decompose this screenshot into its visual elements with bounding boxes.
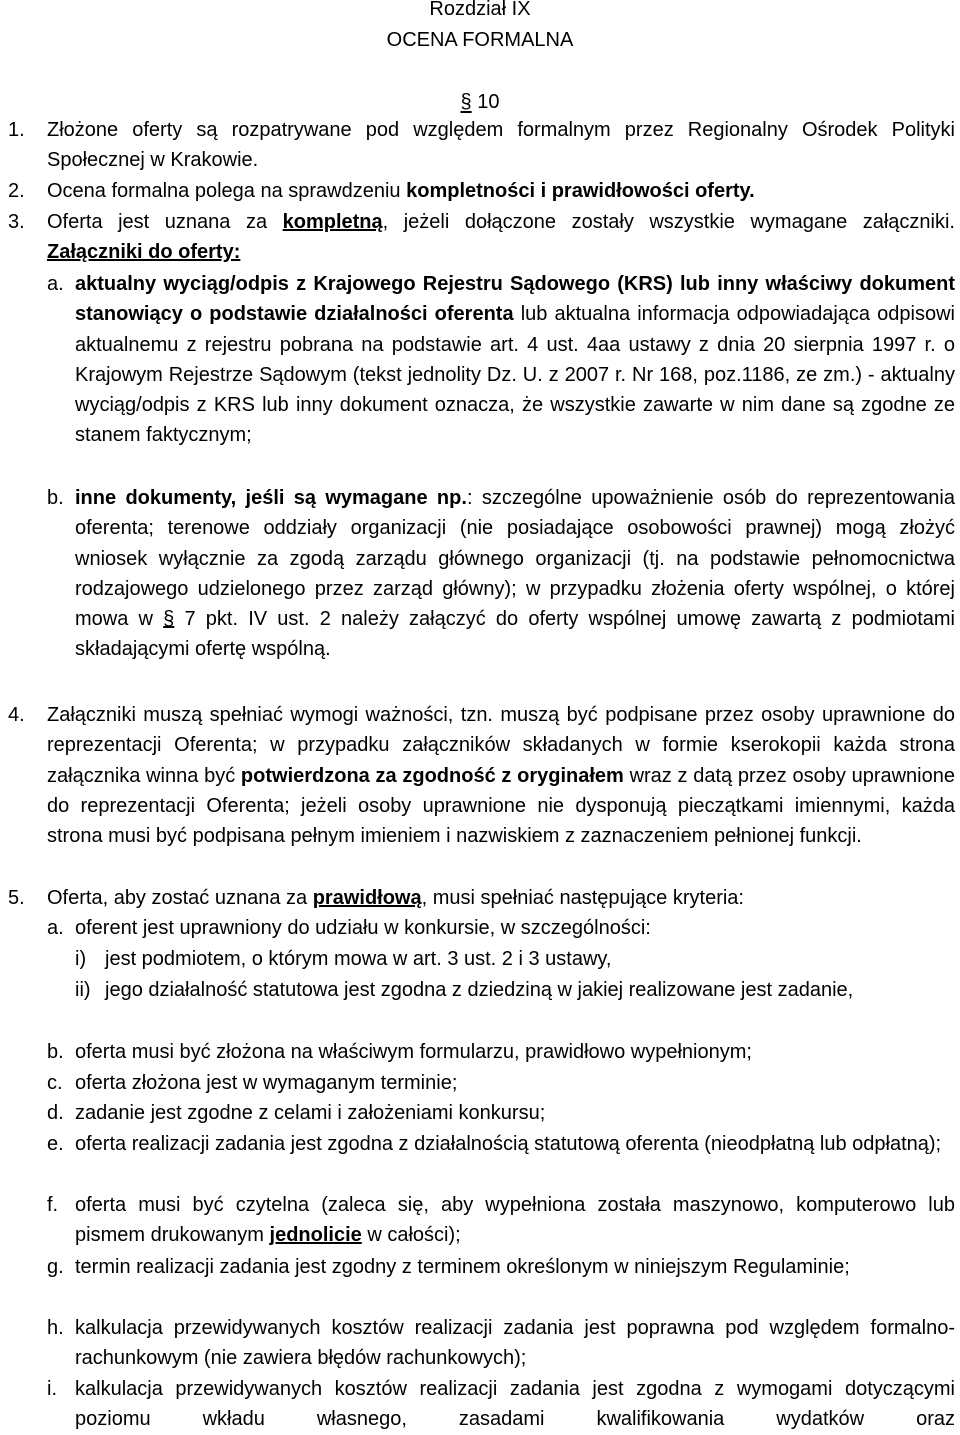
text-run: lub aktualna informacja odpowiadająca odpisowi aktualnemu z rejestru pobrana na podstawie art. 4 ust. 4aa ustawy z dnia 20 sierpnia 1997 r. o Krajowym Rejestrze Sądowym (tekst jednolity Dz. U. z 2007 r. Nr 168, poz.1186, ze zm.) - aktualny wyciąg/odpis z KRS lub inny dokument oznacza, że wszystkie zawarte w nim dane są zgodne ze stanem faktycznym; <box>75 303 955 447</box>
list-item-5a <box>0 913 960 943</box>
item-number: 5. <box>8 887 25 909</box>
chapter-label: Rozdział IX <box>429 0 531 20</box>
list-item-4 <box>0 700 960 851</box>
bold-run: kompletności i prawidłowości oferty. <box>406 180 755 202</box>
item-text: oferent jest uprawniony do udziału w konkursie, w szczególności: <box>75 917 651 939</box>
chapter-title <box>0 25 960 55</box>
item-letter: h. <box>47 1317 64 1339</box>
section-sign: § <box>460 91 472 113</box>
list-item-5a-ii <box>0 975 960 1005</box>
section-heading <box>0 87 960 117</box>
text-run: Ocena formalna polega na sprawdzeniu <box>47 180 407 202</box>
item-roman: ii) <box>75 979 91 1001</box>
item-text: kalkulacja przewidywanych kosztów realizacji zadania jest zgodna z wymogami dotyczącymi poziomu wkładu własnego, zasadami kwalifikowania wydatków oraz <box>75 1378 955 1431</box>
list-item-5 <box>0 883 960 913</box>
list-item-3a <box>0 269 960 451</box>
text-run: wraz z datą przez osoby uprawnione do reprezentacji Oferenta; jeżeli osoby uprawnione nie dysponują pieczątkami imiennymi, każda strona musi być podpisana pełnym imieniem i nazwiskiem z zaznaczeniem pełnionej funkcji. <box>47 764 955 848</box>
bold-run: aktualny wyciąg/odpis z Krajowego Rejestru Sądowego (KRS) lub inny właściwy dokument stanowiący o podstawie działalności oferenta <box>75 273 955 326</box>
text-run: Oferta, aby zostać uznana za <box>47 887 313 909</box>
list-item-5f <box>0 1190 960 1251</box>
item-text: jego działalność statutowa jest zgodna z dziedziną w jakiej realizowane jest zadanie, <box>105 979 854 1001</box>
section-number: 10 <box>477 91 500 113</box>
attachments-heading: Załączniki do oferty: <box>47 241 241 264</box>
list-item-1 <box>0 115 960 176</box>
bold-underline-run: prawidłową <box>312 887 422 909</box>
list-item-3b <box>0 483 960 665</box>
list-item-5d <box>0 1098 960 1128</box>
list-item-2 <box>0 176 960 206</box>
text-run: 7 pkt. IV ust. 2 należy załączyć do oferty wspólnej umowę zawartą z podmiotami składającymi ofertę wspólną. <box>75 608 955 661</box>
item-text <box>75 269 955 451</box>
list-item-5h <box>0 1313 960 1374</box>
text-run: Oferta jest uznana za <box>47 211 283 233</box>
item-letter: i. <box>47 1378 57 1400</box>
list-item-5b <box>0 1037 960 1067</box>
item-letter: a. <box>47 273 64 295</box>
list-item-5e <box>0 1129 960 1159</box>
item-text: termin realizacji zadania jest zgodny z terminem określonym w niniejszym Regulaminie; <box>75 1256 850 1278</box>
item-letter: a. <box>47 917 64 939</box>
text-run: , jeżeli dołączone zostały wszystkie wymagane załączniki. <box>382 211 955 233</box>
item-letter: b. <box>47 487 64 509</box>
item-text: oferta złożona jest w wymaganym terminie; <box>75 1072 458 1094</box>
item-text: oferta realizacji zadania jest zgodna z działalnością statutową oferenta (nieodpłatną lub odpłatną); <box>75 1133 942 1155</box>
item-number: 4. <box>8 704 25 726</box>
chapter-heading <box>0 0 960 24</box>
list-item-5g <box>0 1252 960 1282</box>
item-text: jest podmiotem, o którym mowa w art. 3 ust. 2 i 3 ustawy, <box>105 948 612 970</box>
text-run: w całości); <box>361 1224 461 1247</box>
item-text <box>47 883 955 913</box>
item-letter: f. <box>47 1194 59 1216</box>
item-number: 3. <box>8 211 25 233</box>
bold-underline-run: jednolicie <box>269 1224 362 1247</box>
item-letter: d. <box>47 1102 64 1124</box>
item-text <box>75 483 955 665</box>
text-run: : szczególne upoważnienie osób do reprezentowania oferenta; terenowe oddziały organizacji (nie posiadające osobowości prawnej) mogą złożyć wniosek wyłącznie za zgodą zarządu głównego organizacji (tj. na podstawie pełnomocnictwa rodzajowego udzielonego przez zarząd główny); w przypadku złożenia oferty wspólnej, o której mowa w <box>75 487 955 631</box>
item-letter: g. <box>47 1256 64 1278</box>
item-text: Złożone oferty są rozpatrywane pod względem formalnym przez Regionalny Ośrodek Polityki Społecznej w Krakowie. <box>47 119 955 172</box>
text-run: Załączniki muszą spełniać wymogi ważności, tzn. muszą być podpisane przez osoby uprawnione do reprezentacji Oferenta; w przypadku załączników składanych w formie kserokopii każda strona załącznika winna być <box>47 704 955 787</box>
list-item-5c <box>0 1068 960 1098</box>
item-text <box>75 1190 955 1251</box>
bold-run: inne dokumenty, jeśli są wymagane np. <box>75 487 467 509</box>
text-run: , musi spełniać następujące kryteria: <box>421 887 744 909</box>
item-number: 2. <box>8 180 25 202</box>
chapter-title-text: OCENA FORMALNA <box>386 29 574 51</box>
item-letter: c. <box>47 1072 63 1094</box>
item-text <box>47 207 955 268</box>
item-letter: b. <box>47 1041 64 1063</box>
item-number: 1. <box>8 119 25 141</box>
item-text <box>47 700 955 851</box>
item-letter: e. <box>47 1133 64 1155</box>
item-roman: i) <box>75 948 87 970</box>
list-item-5i <box>0 1374 960 1435</box>
bold-underline-run: kompletną <box>282 211 383 233</box>
section-sign: § <box>163 608 175 631</box>
list-item-3 <box>0 207 960 268</box>
text-run: oferta musi być czytelna (zaleca się, aby wypełniona została maszynowo, komputerowo lub pismem drukowanym <box>75 1194 955 1247</box>
item-text <box>47 176 955 206</box>
item-text: oferta musi być złożona na właściwym formularzu, prawidłowo wypełnionym; <box>75 1041 752 1063</box>
item-text: zadanie jest zgodne z celami i założeniami konkursu; <box>75 1102 546 1124</box>
item-text: kalkulacja przewidywanych kosztów realizacji zadania jest poprawna pod względem formalno-rachunkowym (nie zawiera błędów rachunkowych); <box>75 1317 955 1370</box>
list-item-5a-i <box>0 944 960 974</box>
bold-run: potwierdzona za zgodność z oryginałem <box>240 764 624 787</box>
